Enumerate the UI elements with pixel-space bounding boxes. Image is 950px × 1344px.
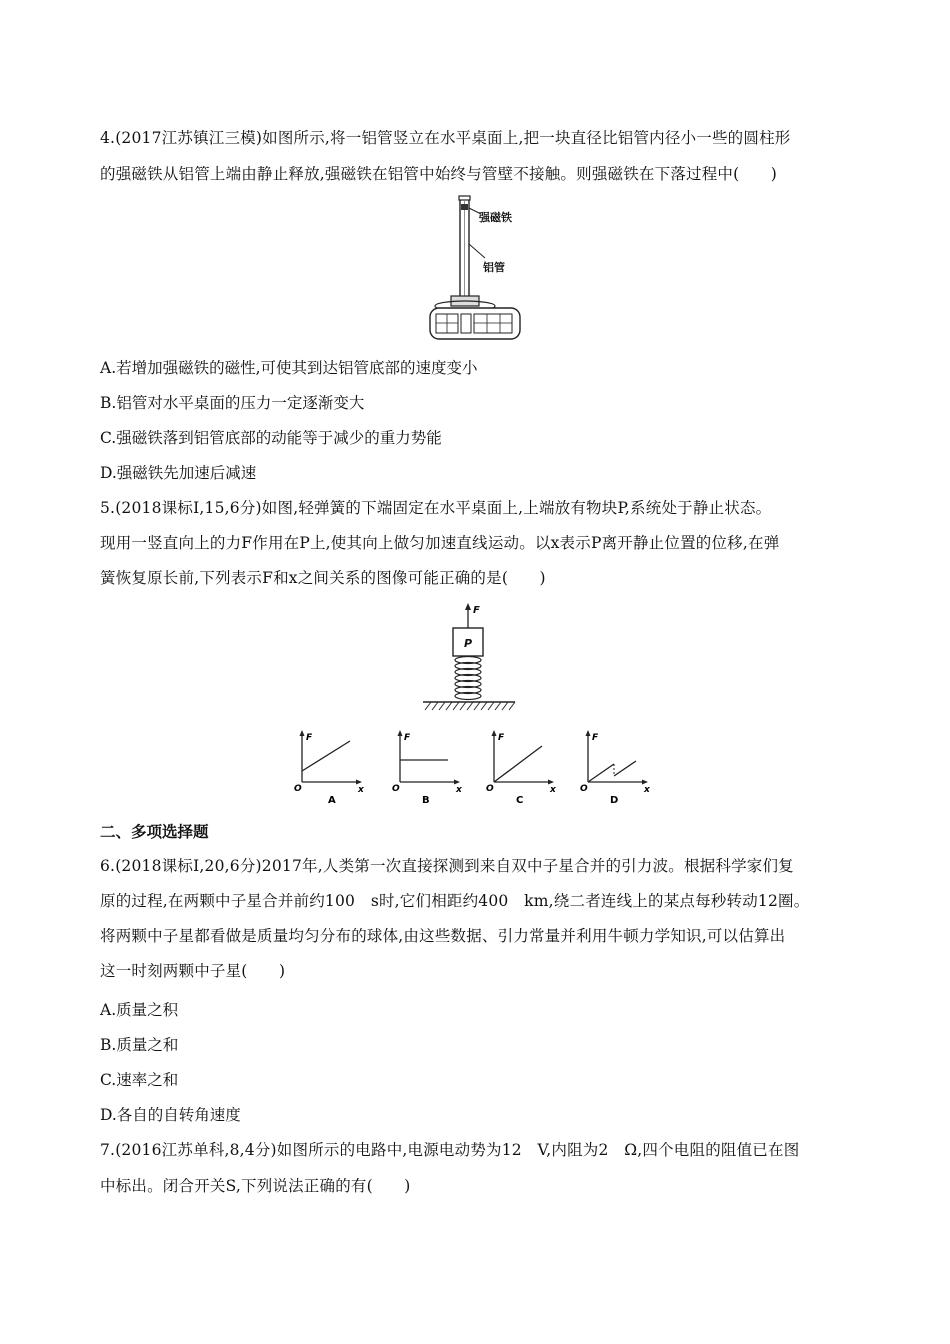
section-heading: 二、多项选择题 [100,823,209,841]
q6-option-b[interactable]: B.质量之和 [100,1036,179,1054]
graph-b-y-label: F [404,733,411,743]
q6-text-line-1: 6.(2018课标Ⅰ,20,6分)2017年,人类第一次直接探测到来自双中子星合并的引力波。根据科学家们复 [100,857,794,875]
q5-text-line-1: 5.(2018课标Ⅰ,15,6分)如图,轻弹簧的下端固定在水平桌面上,上端放有物块P,系统处于静止状态。 [100,499,772,517]
magnet-label: 强磁铁 [479,211,512,224]
graph-d-origin: O [580,784,588,794]
graph-c-origin: O [486,784,494,794]
graph-d-label: D [610,795,619,806]
q4-option-d[interactable]: D.强磁铁先加速后减速 [100,464,257,482]
spring-block-figure [415,600,535,718]
q7-text-line-1: 7.(2016江苏单科,8,4分)如图所示的电路中,电源电动势为12 V,内阻为2 Ω,四个电阻的阻值已在图 [100,1141,800,1159]
graph-c-x-label: x [550,785,556,795]
fx-graph-d[interactable] [578,728,658,808]
graph-a-x-label: x [358,785,364,795]
q4-text-line-1: 4.(2017江苏镇江三模)如图所示,将一铝管竖立在水平桌面上,把一块直径比铝管内径小一些的圆柱形 [100,129,791,147]
graph-a-origin: O [294,784,302,794]
q5-text-line-2: 现用一竖直向上的力F作用在P上,使其向上做匀加速直线运动。以x表示P离开静止位置的位移,在弹 [100,534,780,552]
graph-b-label: B [422,795,430,806]
q6-option-c[interactable]: C.速率之和 [100,1071,179,1089]
q6-text-line-4: 这一时刻两颗中子星( ) [100,962,286,980]
fx-graph-a[interactable] [292,728,372,808]
graph-a-label: A [328,795,336,806]
q6-option-a[interactable]: A.质量之积 [100,1001,179,1019]
graph-a-y-label: F [306,733,313,743]
q7-text-line-2: 中标出。闭合开关S,下列说法正确的有( ) [100,1177,411,1195]
graph-d-x-label: x [644,785,650,795]
q4-text-line-2: 的强磁铁从铝管上端由静止释放,强磁铁在铝管中始终与管壁不接触。则强磁铁在下落过程中( ) [100,165,778,183]
tube-label: 铝管 [483,261,505,274]
q6-option-d[interactable]: D.各自的自转角速度 [100,1106,241,1124]
aluminum-tube-figure [425,192,525,344]
graph-c-label: C [516,795,524,806]
q4-option-c[interactable]: C.强磁铁落到铝管底部的动能等于减少的重力势能 [100,429,442,447]
fx-graph-b[interactable] [390,728,470,808]
fx-graph-c[interactable] [484,728,564,808]
block-label: P [464,637,473,650]
q4-option-b[interactable]: B.铝管对水平桌面的压力一定逐渐变大 [100,394,365,412]
spring-coils [455,657,481,700]
q4-option-a[interactable]: A.若增加强磁铁的磁性,可使其到达铝管底部的速度变小 [100,359,478,377]
q6-text-line-2: 原的过程,在两颗中子星合并前约100 s时,它们相距约400 km,绕二者连线上的某点每秒转动12圈。 [100,892,810,910]
graph-b-x-label: x [456,785,462,795]
q6-text-line-3: 将两颗中子星都看做是质量均匀分布的球体,由这些数据、引力常量并利用牛顿力学知识,可以估算出 [100,927,786,945]
graph-b-origin: O [392,784,400,794]
q5-text-line-3: 簧恢复原长前,下列表示F和x之间关系的图像可能正确的是( ) [100,569,546,587]
force-label: F [473,605,480,616]
graph-d-y-label: F [592,733,599,743]
graph-c-y-label: F [498,733,505,743]
